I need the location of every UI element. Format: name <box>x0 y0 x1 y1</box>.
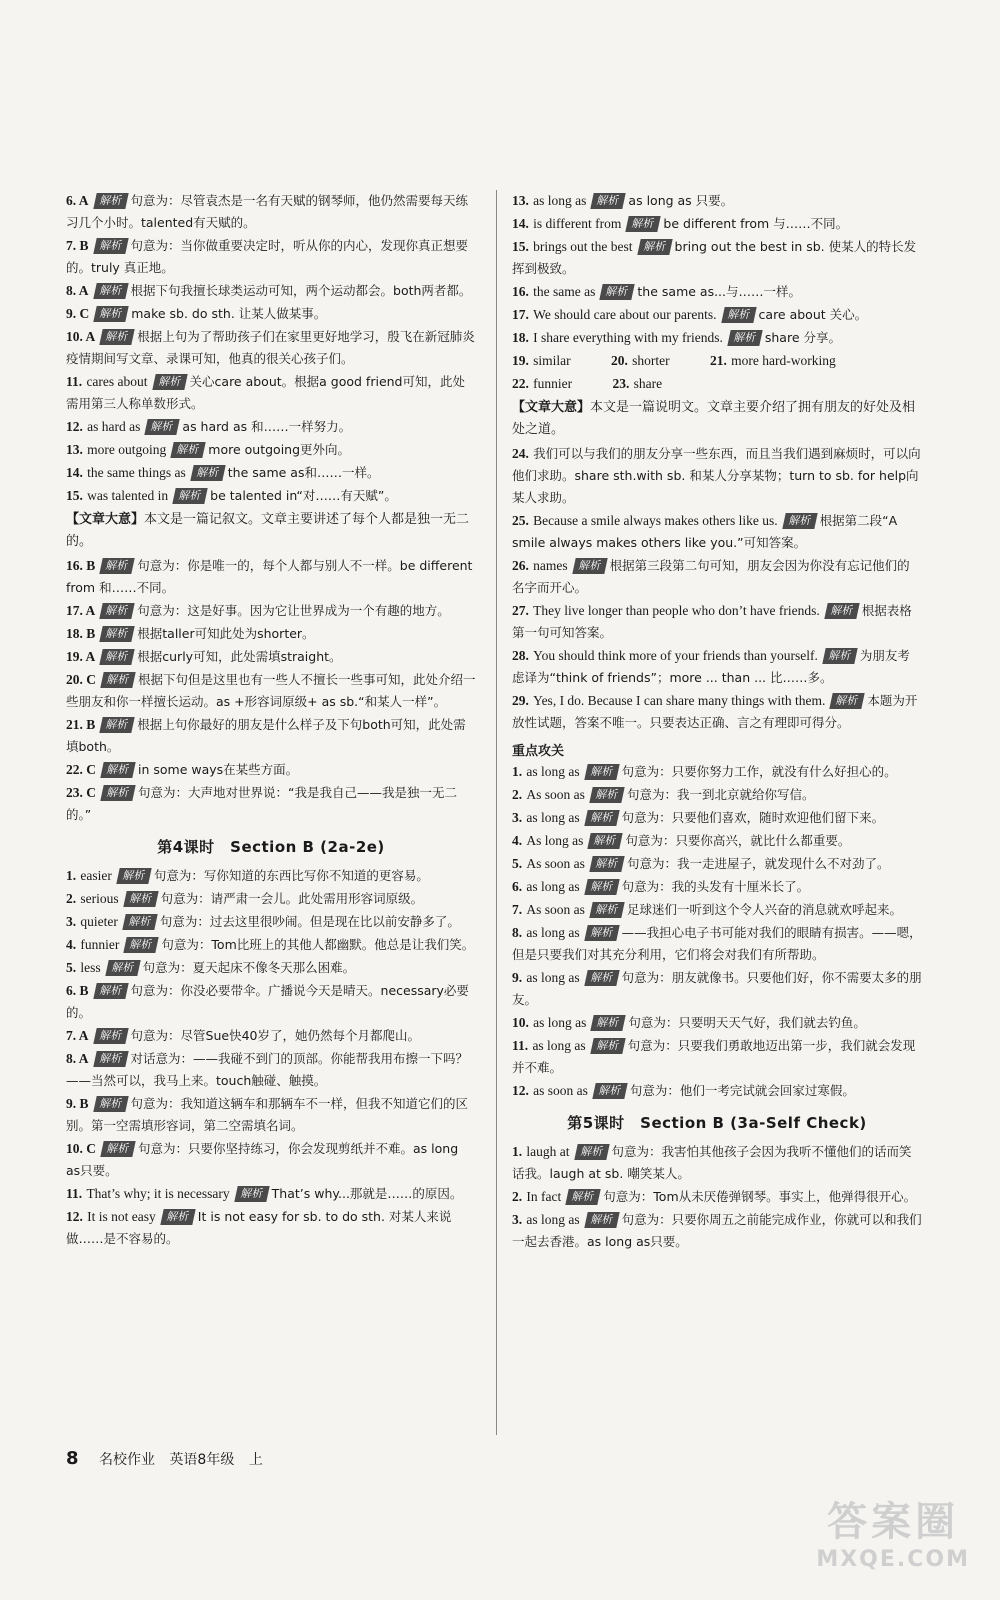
item-number: 20. C <box>66 672 96 687</box>
answer-item <box>66 957 476 979</box>
item-number: 2. <box>512 1189 523 1204</box>
answer-item <box>512 304 922 326</box>
page-footer <box>66 1448 273 1469</box>
watermark-url: MXQE.COM <box>816 1547 970 1572</box>
item-number: 4. <box>66 937 77 952</box>
item-number: 27. <box>512 603 529 618</box>
analysis-tag: 解析 <box>93 983 128 999</box>
item-answer: laugh at <box>526 1144 570 1159</box>
item-number: 13. <box>512 193 529 208</box>
item-number: 10. C <box>66 1141 96 1156</box>
site-watermark <box>816 1490 970 1572</box>
item-explanation: 句意为：当你做重要决定时，听从你的内心，发现你真正想要的。truly 真正地。 <box>66 238 469 275</box>
analysis-tag: 解析 <box>584 1212 619 1228</box>
item-answer: It is not easy <box>87 1209 156 1224</box>
analysis-tag: 解析 <box>152 374 187 390</box>
item-explanation: 句意为：我一到北京就给你写信。 <box>626 787 815 802</box>
item-number: 11. <box>512 1038 529 1053</box>
answer-item <box>66 1025 476 1047</box>
answer-item <box>66 714 476 758</box>
answer-item <box>512 510 922 554</box>
item-number: 25. <box>512 513 529 528</box>
answer-item <box>512 967 922 1011</box>
answer-item <box>66 190 476 234</box>
item-answer: as long as <box>526 925 580 940</box>
answer-item <box>66 782 476 826</box>
analysis-tag: 解析 <box>234 1186 269 1202</box>
item-explanation: share 分享。 <box>764 330 841 345</box>
item-explanation: 句意为：尽管Sue快40岁了，她仍然每个月都爬山。 <box>130 1028 420 1043</box>
analysis-tag: 解析 <box>145 419 180 435</box>
analysis-tag: 解析 <box>591 193 626 209</box>
item-number: 15. <box>66 488 83 503</box>
analysis-tag: 解析 <box>589 787 624 803</box>
item-number: 6. B <box>66 983 89 998</box>
item-number: 17. <box>512 307 529 322</box>
item-number: 9. <box>512 970 523 985</box>
answer-item <box>512 281 922 303</box>
item-explanation: 根据下句但是这里也有一些人不擅长一些事可知，此处介绍一些朋友和你一样擅长运动。as +形容词原级+ as sb.“和某人一样”。 <box>66 672 476 709</box>
item-explanation: be different from 与……不同。 <box>663 216 849 231</box>
item-answer: In fact <box>526 1189 562 1204</box>
answer-item <box>512 213 922 235</box>
item-answer: the same as <box>533 284 596 299</box>
item-number: 9. B <box>66 1096 89 1111</box>
analysis-tag: 解析 <box>93 1096 128 1112</box>
answer-item <box>66 623 476 645</box>
answer-item <box>66 416 476 438</box>
item-number: 3. <box>66 914 77 929</box>
answer-item <box>66 759 476 781</box>
item-number: 12. <box>66 419 83 434</box>
item-answer: the same things as <box>87 465 186 480</box>
answer-item <box>66 235 476 279</box>
item-number: 2. <box>66 891 77 906</box>
item-explanation: 句意为：只要明天天气好，我们就去钓鱼。 <box>628 1015 866 1030</box>
answer-item <box>512 1035 922 1079</box>
item-explanation: bring out the best in sb. 使某人的特长发挥到极致。 <box>512 239 917 276</box>
answer-item <box>66 669 476 713</box>
watermark-logo-text: 答案圈 <box>827 1499 960 1545</box>
item-number: 13. <box>66 442 83 457</box>
item-number: 11. <box>66 374 83 389</box>
item-explanation: the same as...与……一样。 <box>637 284 801 299</box>
item-number: 9. C <box>66 306 90 321</box>
analysis-tag: 解析 <box>94 306 129 322</box>
analysis-tag: 解析 <box>105 960 140 976</box>
item-number: 7. A <box>66 1028 89 1043</box>
key-points-heading: 重点攻关 <box>512 744 565 759</box>
analysis-tag: 解析 <box>830 693 865 709</box>
answer-list-right-b <box>512 443 922 734</box>
book-title: 名校作业 <box>98 1452 155 1468</box>
answer-item <box>66 555 476 599</box>
analysis-tag: 解析 <box>100 329 135 345</box>
item-answer: As soon as <box>526 856 585 871</box>
right-column <box>512 190 922 1254</box>
item-number: 7. <box>512 902 523 917</box>
item-explanation: 句意为：我的头发有十厘米长了。 <box>621 879 810 894</box>
item-answer: as long as <box>526 810 580 825</box>
analysis-tag: 解析 <box>100 626 135 642</box>
answer-item <box>66 888 476 910</box>
item-number: 6. A <box>66 193 89 208</box>
item-answer: serious <box>80 891 119 906</box>
item-explanation: It is not easy for sb. to do sth. 对某人来说做……是不容易的。 <box>66 1209 452 1246</box>
item-number: 1. <box>66 868 77 883</box>
item-answer: as long as <box>526 970 580 985</box>
analysis-tag: 解析 <box>93 1028 128 1044</box>
item-explanation: 句意为：只要我们勇敢地迈出第一步，我们就会发现并不难。 <box>512 1038 916 1075</box>
answer-row-19-21: 19. similar 20. shorter 21. more hard-working <box>512 353 836 368</box>
answer-item <box>512 922 922 966</box>
analysis-tag: 解析 <box>123 891 158 907</box>
answer-item <box>512 1012 922 1034</box>
item-explanation: 句意为：只要你坚持练习，你会发现剪纸并不难。as long as只要。 <box>66 1141 459 1178</box>
answer-item <box>66 485 476 507</box>
analysis-tag: 解析 <box>122 914 157 930</box>
item-explanation: 对话意为：——我碰不到门的顶部。你能帮我用布擦一下吗？——当然可以，我马上来。touch触碰、触摸。 <box>66 1051 469 1088</box>
item-explanation: 句意为：你没必要带伞。广播说今天是晴天。necessary必要的。 <box>66 983 469 1020</box>
item-answer: That’s why; it is necessary <box>86 1186 230 1201</box>
item-explanation: 句意为：你是唯一的，每个人都与别人不一样。be different from 和……不同。 <box>66 558 473 595</box>
item-number: 3. <box>512 810 523 825</box>
answer-item <box>512 784 922 806</box>
item-explanation: 根据taller可知此处为shorter。 <box>137 626 315 641</box>
answer-item <box>512 190 922 212</box>
answer-item <box>66 865 476 887</box>
item-number: 16. <box>512 284 529 299</box>
item-answer: more outgoing <box>87 442 167 457</box>
answer-item <box>512 690 922 734</box>
answer-item <box>66 600 476 622</box>
item-explanation: 为朋友考虑译为“think of friends”；more ... than ... 比……多。 <box>512 648 910 685</box>
item-number: 8. A <box>66 1051 89 1066</box>
answer-list-left-c <box>66 865 476 1250</box>
item-explanation: 根据第二段“A smile always makes others like you.”可知答案。 <box>512 513 898 550</box>
item-answer: less <box>80 960 101 975</box>
item-number: 21. B <box>66 717 96 732</box>
item-number: 17. A <box>66 603 96 618</box>
item-number: 26. <box>512 558 529 573</box>
answer-list-left-a <box>66 190 476 507</box>
analysis-tag: 解析 <box>824 603 859 619</box>
item-number: 4. <box>512 833 523 848</box>
answer-item <box>512 830 922 852</box>
item-number: 2. <box>512 787 523 802</box>
item-number: 12. <box>512 1083 529 1098</box>
analysis-tag: 解析 <box>100 649 135 665</box>
item-explanation: 本题为开放性试题，答案不唯一。只要表达正确、言之有理即可得分。 <box>512 693 918 730</box>
section-title-lesson-4: 第4课时 Section B (2a-2e) <box>157 838 385 856</box>
analysis-tag: 解析 <box>100 785 135 801</box>
analysis-tag: 解析 <box>588 833 623 849</box>
analysis-tag: 解析 <box>584 879 619 895</box>
analysis-tag: 解析 <box>172 488 207 504</box>
answer-item <box>66 371 476 415</box>
article-summary-2: 【文章大意】本文是一篇说明文。文章主要介绍了拥有朋友的好处及相处之道。 <box>512 400 916 437</box>
item-number: 8. <box>512 925 523 940</box>
analysis-tag: 解析 <box>584 970 619 986</box>
left-column <box>66 190 476 1251</box>
answer-item <box>66 462 476 484</box>
item-explanation: be talented in“对……有天赋”。 <box>210 488 397 503</box>
item-explanation: care about 关心。 <box>758 307 868 322</box>
answer-item <box>66 1048 476 1092</box>
item-number: 14. <box>512 216 529 231</box>
item-explanation: That’s why...那就是……的原因。 <box>271 1186 463 1201</box>
item-number: 14. <box>66 465 83 480</box>
analysis-tag: 解析 <box>782 513 817 529</box>
item-answer: cares about <box>86 374 148 389</box>
item-explanation: 句意为：我害怕其他孩子会因为我听不懂他们的话而笑话我。laugh at sb. 嘲笑某人。 <box>512 1144 912 1181</box>
item-answer: as long as <box>533 1015 587 1030</box>
analysis-tag: 解析 <box>574 1144 609 1160</box>
answer-item <box>66 326 476 370</box>
item-explanation: 句意为：只要你高兴，就比什么都重要。 <box>625 833 851 848</box>
answer-item <box>512 1080 922 1102</box>
item-explanation: 句意为：尽管袁杰是一名有天赋的钢琴师，他仍然需要每天练习几个小时。talented有天赋的。 <box>66 193 469 230</box>
item-answer: as long as <box>533 193 587 208</box>
item-answer: As long as <box>526 833 584 848</box>
analysis-tag: 解析 <box>100 762 135 778</box>
item-number: 23. C <box>66 785 96 800</box>
answer-item <box>66 1138 476 1182</box>
answer-item <box>66 439 476 461</box>
item-number: 3. <box>512 1212 523 1227</box>
item-answer: as long as <box>526 764 580 779</box>
item-explanation: 句意为：夏天起床不像冬天那么困难。 <box>142 960 356 975</box>
answer-item <box>512 443 922 509</box>
item-explanation: 足球迷们一听到这个令人兴奋的消息就欢呼起来。 <box>626 902 902 917</box>
item-number: 1. <box>512 1144 523 1159</box>
item-answer: They live longer than people who don’t have friends. <box>533 603 820 618</box>
answer-item <box>512 1186 922 1208</box>
answer-item <box>512 645 922 689</box>
item-explanation: 句意为：大声地对世界说：“我是我自己——我是独一无二的。” <box>66 785 457 822</box>
item-explanation: 句意为：Tom比班上的其他人都幽默。他总是让我们笑。 <box>161 937 475 952</box>
analysis-tag: 解析 <box>721 307 756 323</box>
answer-item <box>512 876 922 898</box>
analysis-tag: 解析 <box>589 856 624 872</box>
answer-item <box>512 853 922 875</box>
answer-item <box>66 1093 476 1137</box>
analysis-tag: 解析 <box>100 558 135 574</box>
item-answer: quieter <box>80 914 118 929</box>
analysis-tag: 解析 <box>589 902 624 918</box>
item-number: 8. A <box>66 283 89 298</box>
answer-item <box>512 236 922 280</box>
analysis-tag: 解析 <box>572 558 607 574</box>
item-explanation: make sb. do sth. 让某人做某事。 <box>131 306 327 321</box>
item-answer: As soon as <box>526 787 585 802</box>
item-explanation: 句意为：他们一考完试就会回家过寒假。 <box>629 1083 855 1098</box>
item-explanation: as hard as 和……一样努力。 <box>182 419 352 434</box>
item-number: 5. <box>66 960 77 975</box>
item-number: 6. <box>512 879 523 894</box>
item-explanation: 我们可以与我们的朋友分享一些东西，而且当我们遇到麻烦时，可以向他们求助。share sth.with sb. 和某人分享某物；turn to sb. for help向某人求助。 <box>512 446 921 505</box>
item-explanation: the same as和……一样。 <box>227 465 380 480</box>
item-explanation: 根据curly可知，此处需填straight。 <box>137 649 342 664</box>
item-answer: was talented in <box>87 488 169 503</box>
item-explanation: 句意为：朋友就像书。只要他们好，你不需要太多的朋友。 <box>512 970 922 1007</box>
analysis-tag: 解析 <box>93 238 128 254</box>
item-explanation: 句意为：我知道这辆车和那辆车不一样，但我不知道它们的区别。第一空需填形容词，第二空需填名词。 <box>66 1096 469 1133</box>
analysis-tag: 解析 <box>584 810 619 826</box>
item-answer: as soon as <box>533 1083 588 1098</box>
analysis-tag: 解析 <box>584 925 619 941</box>
item-answer: You should think more of your friends than yourself. <box>533 648 818 663</box>
analysis-tag: 解析 <box>727 330 762 346</box>
item-answer: as long as <box>526 879 580 894</box>
item-explanation: 句意为：Tom从未厌倦弹钢琴。事实上，他弹得很开心。 <box>603 1189 917 1204</box>
analysis-tag: 解析 <box>100 672 135 688</box>
item-number: 1. <box>512 764 523 779</box>
item-explanation: more outgoing更外向。 <box>208 442 351 457</box>
item-answer: I share everything with my friends. <box>533 330 723 345</box>
item-explanation: 根据下句我擅长球类运动可知，两个运动都会。both两者都。 <box>130 283 472 298</box>
answer-item <box>512 600 922 644</box>
item-explanation: ——我担心电子书可能对我们的眼睛有损害。——嗯，但是只要我们对其充分利用，它们将会对我们有所帮助。 <box>512 925 922 962</box>
item-number: 12. <box>66 1209 83 1224</box>
item-answer: funnier <box>80 937 120 952</box>
answer-item <box>66 911 476 933</box>
item-answer: as long as <box>526 1212 580 1227</box>
item-explanation: 句意为：过去这里很吵闹。但是现在比以前安静多了。 <box>159 914 460 929</box>
analysis-tag: 解析 <box>592 1083 627 1099</box>
answer-list-left-b <box>66 555 476 826</box>
volume-label: 上 <box>248 1452 263 1468</box>
answer-item <box>512 761 922 783</box>
analysis-tag: 解析 <box>100 717 135 733</box>
item-explanation: 句意为：只要你努力工作，就没有什么好担心的。 <box>621 764 897 779</box>
item-answer: is different from <box>533 216 622 231</box>
item-explanation: 根据上句为了帮助孩子们在家里更好地学习，殷飞在新冠肺炎疫情期间写文章、录课可知，他真的很关心孩子们。 <box>66 329 475 366</box>
item-number: 29. <box>512 693 529 708</box>
analysis-tag: 解析 <box>591 1015 626 1031</box>
answer-item <box>512 807 922 829</box>
item-explanation: in some ways在某些方面。 <box>138 762 299 777</box>
item-number: 24. <box>512 446 529 461</box>
analysis-tag: 解析 <box>100 603 135 619</box>
item-number: 22. C <box>66 762 96 777</box>
answer-item <box>66 1183 476 1205</box>
item-number: 11. <box>66 1186 83 1201</box>
answer-list-right-a <box>512 190 922 349</box>
item-explanation: 根据第三段第二句可知，朋友会因为你没有忘记他们的名字而开心。 <box>512 558 910 595</box>
item-answer: as hard as <box>87 419 141 434</box>
item-answer: Because a smile always makes others like us. <box>533 513 778 528</box>
item-answer: names <box>533 558 568 573</box>
item-answer: as long as <box>532 1038 586 1053</box>
answer-item <box>66 280 476 302</box>
item-answer: Yes, I do. Because I can share many things with them. <box>533 693 826 708</box>
analysis-tag: 解析 <box>160 1209 195 1225</box>
answer-item <box>66 1206 476 1250</box>
answer-list-right-c <box>512 761 922 1102</box>
item-answer: As soon as <box>526 902 585 917</box>
item-number: 5. <box>512 856 523 871</box>
answer-list-right-d <box>512 1141 922 1253</box>
item-number: 7. B <box>66 238 89 253</box>
answer-row-22-23: 22. funnier 23. share <box>512 376 663 391</box>
analysis-tag: 解析 <box>566 1189 601 1205</box>
section-title-lesson-5: 第5课时 Section B (3a-Self Check) <box>567 1114 867 1132</box>
item-explanation: 句意为：我一走进屋子，就发现什么不对劲了。 <box>626 856 890 871</box>
item-explanation: 根据上句你最好的朋友是什么样子及下句both可知，此处需填both。 <box>66 717 466 754</box>
analysis-tag: 解析 <box>822 648 857 664</box>
item-explanation: 句意为：只要你周五之前能完成作业，你就可以和我们一起去香港。as long as只要。 <box>512 1212 922 1249</box>
item-answer: brings out the best <box>533 239 633 254</box>
item-explanation: 关心care about。根据a good friend可知，此处需用第三人称单数形式。 <box>66 374 465 411</box>
analysis-tag: 解析 <box>93 283 128 299</box>
answer-item <box>512 555 922 599</box>
analysis-tag: 解析 <box>171 442 206 458</box>
item-answer: easier <box>80 868 112 883</box>
analysis-tag: 解析 <box>637 239 672 255</box>
answer-item <box>512 327 922 349</box>
answer-item <box>66 646 476 668</box>
answer-item <box>66 980 476 1024</box>
column-divider <box>496 190 497 1435</box>
item-explanation: 句意为：写你知道的东西比写你不知道的更容易。 <box>153 868 429 883</box>
analysis-tag: 解析 <box>116 868 151 884</box>
analysis-tag: 解析 <box>100 1141 135 1157</box>
page-number: 8 <box>66 1448 79 1469</box>
answer-item <box>512 1209 922 1253</box>
item-number: 10. <box>512 1015 529 1030</box>
item-number: 18. <box>512 330 529 345</box>
item-number: 18. B <box>66 626 96 641</box>
item-explanation: 句意为：只要他们喜欢，随时欢迎他们留下来。 <box>621 810 885 825</box>
analysis-tag: 解析 <box>590 1038 625 1054</box>
answer-item <box>66 934 476 956</box>
item-number: 28. <box>512 648 529 663</box>
answer-item <box>512 1141 922 1185</box>
analysis-tag: 解析 <box>93 1051 128 1067</box>
item-explanation: 句意为：这是好事。因为它让世界成为一个有趣的地方。 <box>137 603 450 618</box>
subject-label: 英语8年级 <box>169 1452 235 1468</box>
analysis-tag: 解析 <box>190 465 225 481</box>
item-explanation: 根据表格第一句可知答案。 <box>512 603 912 640</box>
item-answer: We should care about our parents. <box>533 307 717 322</box>
answer-item <box>66 303 476 325</box>
item-number: 19. A <box>66 649 96 664</box>
answer-item <box>512 899 922 921</box>
item-number: 15. <box>512 239 529 254</box>
item-number: 10. A <box>66 329 96 344</box>
analysis-tag: 解析 <box>124 937 159 953</box>
analysis-tag: 解析 <box>584 764 619 780</box>
analysis-tag: 解析 <box>600 284 635 300</box>
item-explanation: 句意为：请严肃一会儿。此处需用形容词原级。 <box>160 891 424 906</box>
analysis-tag: 解析 <box>626 216 661 232</box>
article-summary-1: 【文章大意】本文是一篇记叙文。文章主要讲述了每个人都是独一无二的。 <box>66 512 470 549</box>
analysis-tag: 解析 <box>93 193 128 209</box>
item-number: 16. B <box>66 558 96 573</box>
item-explanation: as long as 只要。 <box>628 193 734 208</box>
